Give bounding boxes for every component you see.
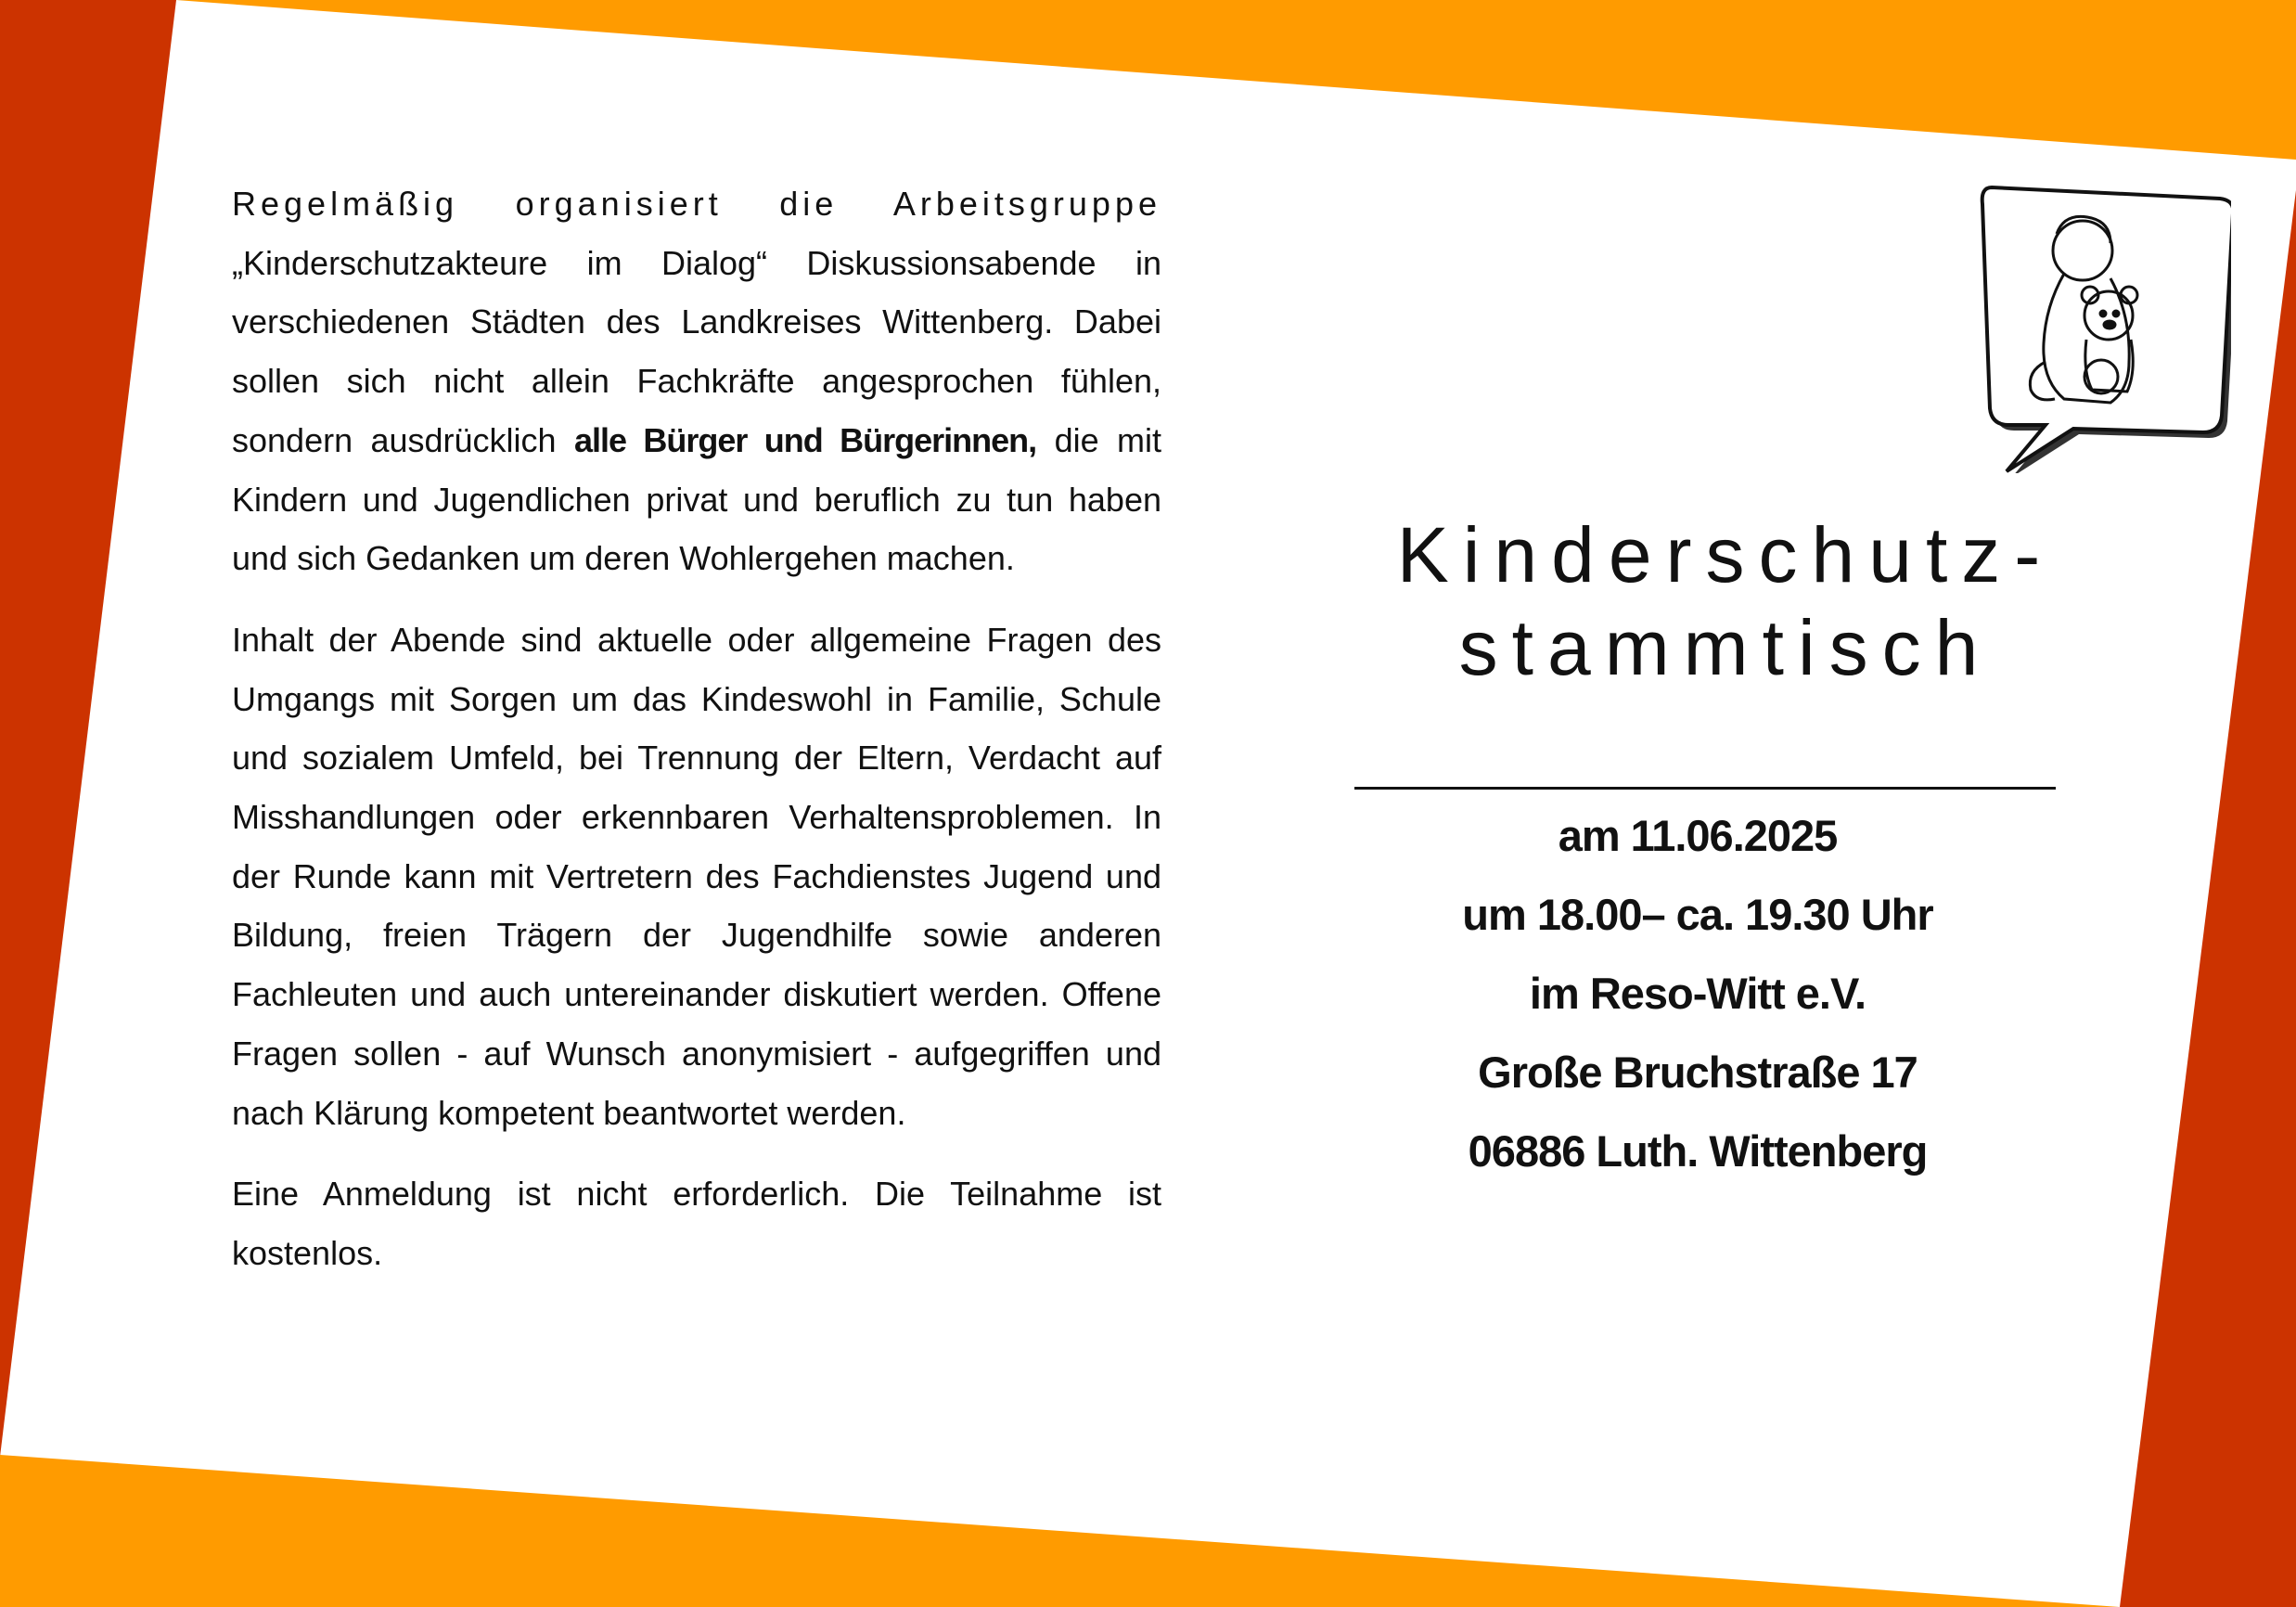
title-divider	[1354, 787, 2056, 790]
left-red-band	[0, 0, 176, 1457]
intro-text	[232, 174, 1161, 1305]
intro-paragraph-1	[232, 174, 1161, 588]
event-details	[1373, 796, 2022, 1190]
page-title	[1327, 508, 2124, 694]
event-city: 06886 Luth. Wittenberg	[1468, 1126, 1928, 1176]
event-street: Große Bruchstraße 17	[1478, 1048, 1918, 1097]
speech-bubble-child-teddy-icon	[1971, 176, 2231, 473]
event-venue: im Reso-Witt e.V.	[1529, 969, 1866, 1018]
top-orange-band	[176, 0, 2296, 160]
event-time: um 18.00– ca. 19.30 Uhr	[1462, 890, 1933, 939]
title-line-2: stammtisch	[1458, 604, 1993, 691]
intro-p1-end: die mit Kindern und Jugendlichen privat und beruflich zu tun haben und sich Gedanken um deren Wohlergehen machen.	[232, 420, 1161, 578]
intro-p1-start: „Kinderschutzakteure im Dialog“ Diskussionsabende in verschiedenen Städten des Landkreises Wittenberg. Dabei sollen sich nicht allein Fachkräfte angesprochen fühlen, sondern ausdrücklich	[232, 243, 1161, 459]
intro-lead: Regelmäßig organisiert die Arbeitsgruppe	[232, 185, 1161, 223]
intro-paragraph-2: Inhalt der Abende sind aktuelle oder allgemeine Fragen des Umgangs mit Sorgen um das Kindeswohl in Familie, Schule und sozialem Umfeld, bei Trennung der Eltern, Verdacht auf Misshandlungen oder erkennbaren Verhaltensproblemen. In der Runde kann mit Vertretern des Fachdienstes Jugend und Bildung, freien Trägern der Jugendhilfe sowie anderen Fachleuten und auch untereinander diskutiert werden. Offene Fragen sollen - auf Wunsch anonymisiert - aufgegriffen und nach Klärung kompetent beantwortet werden.	[232, 620, 1161, 1132]
intro-p1-bold: alle Bürger und Bürgerinnen,	[573, 420, 1037, 459]
event-date: am 11.06.2025	[1558, 811, 1838, 860]
intro-paragraph-3: Eine Anmeldung ist nicht erforderlich. Die Teilnahme ist kostenlos.	[232, 1175, 1161, 1272]
bottom-orange-band	[0, 1455, 2120, 1607]
title-line-1: Kinderschutz-	[1396, 511, 2055, 598]
